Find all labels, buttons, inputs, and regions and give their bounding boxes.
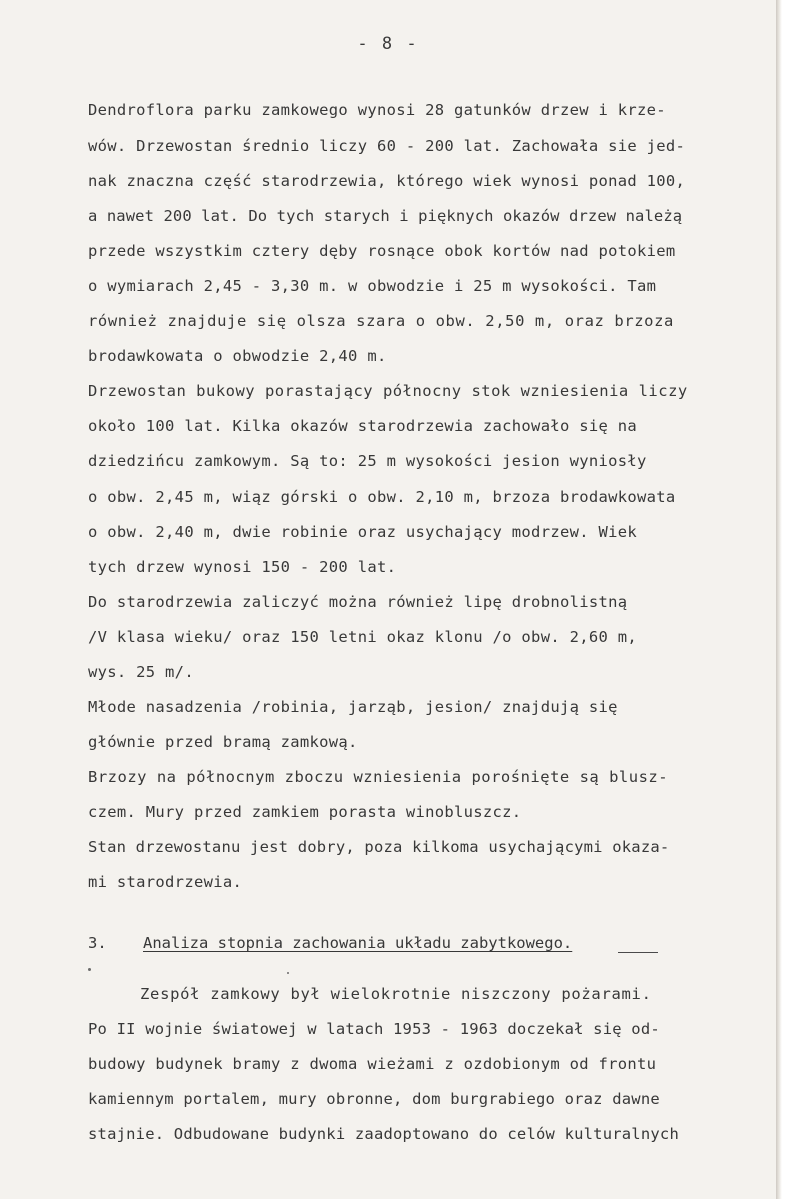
text-line: o wymiarach 2,45 - 3,30 m. w obwodzie i 25 m wysokości. Tam bbox=[88, 277, 657, 295]
text-line: Brzozy na północnym zboczu wzniesienia porośnięte są blusz- bbox=[88, 768, 669, 786]
text-line: wów. Drzewostan średnio liczy 60 - 200 lat. Zachowała sie jed- bbox=[88, 137, 686, 155]
text-line: /V klasa wieku/ oraz 150 letni okaz klonu /o obw. 2,60 m, bbox=[88, 628, 638, 646]
text-line: przede wszystkim cztery dęby rosnące obok kortów nad potokiem bbox=[88, 242, 676, 260]
text-line: mi starodrzewia. bbox=[88, 873, 243, 891]
paper-speck bbox=[287, 972, 289, 974]
text-line: również znajduje się olsza szara o obw. 2,50 m, oraz brzoza bbox=[88, 312, 674, 330]
text-line: Dendroflora parku zamkowego wynosi 28 gatunków drzew i krze- bbox=[88, 101, 666, 119]
text-line: Po II wojnie światowej w latach 1953 - 1963 doczekał się od- bbox=[88, 1020, 660, 1038]
text-line: dziedzińcu zamkowym. Są to: 25 m wysokości jesion wyniosły bbox=[88, 452, 647, 470]
paper-speck bbox=[88, 968, 91, 971]
text-line: o obw. 2,40 m, dwie robinie oraz usychający modrzew. Wiek bbox=[88, 523, 638, 541]
section-title: Analiza stopnia zachowania układu zabytkowego. bbox=[143, 934, 573, 952]
page-number: - 8 - bbox=[357, 34, 419, 54]
text-line: Drzewostan bukowy porastający północny stok wzniesienia liczy bbox=[88, 382, 688, 400]
text-line: a nawet 200 lat. Do tych starych i pięknych okazów drzew należą bbox=[88, 207, 683, 225]
text-line: budowy budynek bramy z dwoma wieżami z ozdobionym od frontu bbox=[88, 1055, 657, 1073]
text-line: brodawkowata o obwodzie 2,40 m. bbox=[88, 347, 387, 365]
text-line: tych drzew wynosi 150 - 200 lat. bbox=[88, 558, 397, 576]
text-line: Młode nasadzenia /robinia, jarząb, jesion/ znajdują się bbox=[88, 698, 618, 716]
text-line: Stan drzewostanu jest dobry, poza kilkoma usychającymi okaza- bbox=[88, 838, 670, 856]
text-line: wys. 25 m/. bbox=[88, 663, 194, 681]
text-line: około 100 lat. Kilka okazów starodrzewia zachowało się na bbox=[88, 417, 638, 435]
text-line: nak znaczna część starodrzewia, którego wiek wynosi ponad 100, bbox=[88, 172, 686, 190]
text-line: Zespół zamkowy był wielokrotnie niszczony pożarami. bbox=[140, 985, 652, 1003]
text-line: stajnie. Odbudowane budynki zaadoptowano do celów kulturalnych bbox=[88, 1125, 679, 1143]
text-line: Do starodrzewia zaliczyć można również lipę drobnolistną bbox=[88, 593, 628, 611]
text-line: kamiennym portalem, mury obronne, dom burgrabiego oraz dawne bbox=[88, 1090, 660, 1108]
scan-edge bbox=[776, 0, 794, 1199]
text-line: o obw. 2,45 m, wiąz górski o obw. 2,10 m, brzoza brodawkowata bbox=[88, 488, 676, 506]
text-line: głównie przed bramą zamkową. bbox=[88, 733, 358, 751]
heading-underline bbox=[618, 952, 658, 953]
section-number: 3. bbox=[88, 934, 107, 952]
text-line: czem. Mury przed zamkiem porasta winobluszcz. bbox=[88, 803, 522, 821]
